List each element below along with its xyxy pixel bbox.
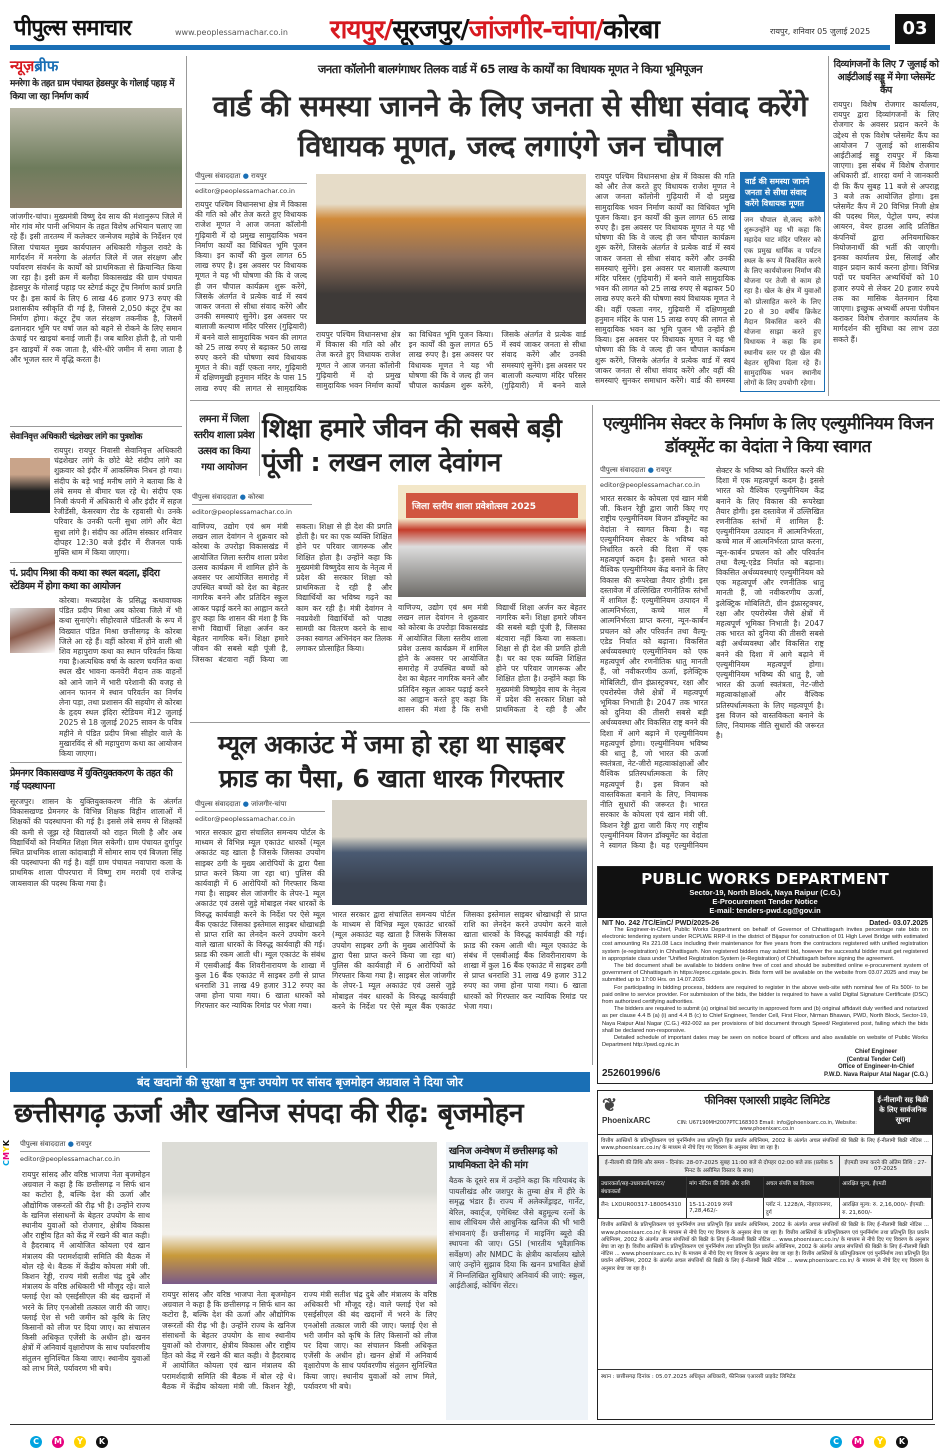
byline: पीपुल्स संवाददाता ● रायपुर xyxy=(600,466,705,478)
coal-sidebar xyxy=(446,1142,588,1420)
byline: पीपुल्स संवाददाता ● कोरबा xyxy=(192,493,312,505)
email: editor@peoplessamachar.co.in xyxy=(20,1155,120,1163)
brief-body: रायपुर। रायपुर निवासी सेवानिवृत्त अधिकारी चंद्रशेखर लांगे के छोटे बेटे संदीप लांगे का शुक्रवार को इंदौर में आकस्मिक निधन हो गया। संदीप के बड़े भाई मनीष लांगे ने बताया कि वे लंबे समय से बीमार चल रहे थे। संदीप एक निजी कंपनी में अधिकारी थे और इंदौर में सहज रेजीडेंसी, केसरबाग रोड के रहवासी थे। उनके परिवार के उनकी पत्नी सुधा लांगे और बेटा सुधा लांगे है। संदीप का अंतिम संस्कार शनिवार दोपहर 12:30 बजे इंदौर में रीजनल पार्क मुक्ति धाम में किया जाएगा। xyxy=(54,446,182,558)
byline: पीपुल्स संवाददाता ● रायपुर xyxy=(20,1140,150,1152)
brief-headline: मनरेगा के तहत ग्राम पंचायत हेडसपुर के गोलाई पहाड़ में किया जा रहा निर्माण कार्य xyxy=(10,79,174,102)
byline: पीपुल्स संवाददाता ● रायपुर xyxy=(195,172,307,184)
sidebar-title: खनिज अन्वेषण में छत्तीसगढ़ को प्राथमिकता देने की मांग xyxy=(449,1146,558,1171)
notice-type: ई-नीलामी सह बिक्री के लिए सार्वजनिक सूचना xyxy=(874,1091,932,1134)
coal-headline: छत्तीसगढ़ ऊर्जा और खनिज संपदा की रीढ़: बृजमोहन xyxy=(14,1098,524,1129)
shiksha-photo xyxy=(398,485,586,597)
newspaper-logo: पीपुल्स समाचार xyxy=(14,16,131,41)
edition-title: रायपुर/सूरजपुर/जांजगीर-चांपा/कोरबा xyxy=(330,15,660,45)
ad-paragraph: The bid document shall be available to bidders online free of cost and should be submitted online e-procurement system of government of Chhattisgarh in https://eproc.cgstate.gov.in. Bids form will be available on the website from 03.07.2025 and may be submitted up to 17:00 Hrs. on 14.07.2025 xyxy=(602,963,928,984)
cmyk-registration-marks: C M Y K xyxy=(30,1429,118,1448)
site-photo xyxy=(10,108,182,208)
issue-date: रायपुर, शनिवार 05 जुलाई 2025 xyxy=(770,27,871,36)
news-brief-column xyxy=(10,56,182,1066)
right-headline: दिव्यांगजनों के लिए 7 जुलाई को आईटीआई सड्डू में मेगा प्लेसमेंट कैंप xyxy=(833,59,939,96)
sidebar-body: बैठक के दूसरे सत्र में उन्होंने कहा कि गरियाबंद के पायलीखंड और जशपुर के तुम्बा क्षेत्र में हीरे के समृद्ध भंडार हैं। राज्य में अलेक्जेंड्राइट, गार्नेट, बेरिल, क्वार्ट्ज, एमेथिस्ट जैसे बहुमूल्य रत्नों के साथ लीथियम जैसे आधुनिक खनिज की भी भारी संभावनाएं हैं। छत्तीसगढ़ में माइनिंग ब्यूरो की स्थापना की जाए। GSI (भारतीय भूवैज्ञानिक सर्वेक्षण) और NMDC के क्षेत्रीय कार्यालय खोले जाएं उन्होंने सुझाव दिया कि खनन प्रभावित क्षेत्रों में निम्नलिखित सुविधाएं अनिवार्य की जाएं: स्कूल, आईटीआई, कोचिंग सेंटर। xyxy=(449,1176,585,1290)
brief-headline: प्रेमनगर विकासखण्ड में युक्तियुक्तकरण के तहत की गई पदस्थापना xyxy=(10,768,173,792)
brief-headline: पं. प्रदीप मिश्रा की कथा का स्थल बदला, इंदिरा स्टेडियम में होगा कथा का आयोजन xyxy=(10,568,160,592)
ad-code: 252601996/6 xyxy=(602,1068,661,1080)
email: editor@peoplessamachar.co.in xyxy=(195,815,295,823)
aluminium-body: भारत सरकार के कोयला एवं खान मंत्री जी. किशन रेड्डी द्वारा जारी किए गए राष्ट्रीय एल्युमीनियम विजन डॉक्यूमेंट का वेदांता ने स्वागत किया है। यह एल्युमीनियम सेक्टर के भविष्य को निर्धारित करने की दिशा में एक महत्वपूर्ण कदम है। इससे भारत को वैश्विक एल्युमीनियम केंद्र बनाने के लिए विकास की रूपरेखा तैयार होगी। इस दस्तावेज में उल्लिखित रणनीतिक स्तंभों में शामिल हैं: एल्युमीनियम उत्पादन में आत्मनिर्भरता, कच्चे माल में आत्मनिर्भरता प्राप्त करना, न्यून-कार्बन प्रचलन को और परिवर्तन तथा वैल्यू-एडेड निर्यात को बढ़ाना। विकसित अर्थव्यवस्थाएं एल्युमीनियम को एक महत्वपूर्ण और रणनीतिक धातु मानती हैं, जो नवीकरणीय ऊर्जा, इलेक्ट्रिक मोबिलिटी, ग्रीन इंफ्रास्ट्रक्चर, रक्षा और एयरोस्पेस जैसे क्षेत्रों में महत्वपूर्ण भूमिका निभाती है। 2047 तक भारत को दुनिया की तीसरी सबसे बड़ी अर्थव्यवस्था और विकसित राष्ट्र बनने की दिशा में आगे बढ़ाने में एल्युमीनियम महत्वपूर्ण होगा। एल्युमीनियम भविष्य की धातु है, जो भारत की ऊर्जा स्वतंत्रता, नेट-जीरो महत्वाकांक्षाओं और वैश्विक प्रतिस्पर्धात्मकता के लिए महत्वपूर्ण है। इस विजन को वास्तविकता बनाने के लिए, नियामक नीति सुधारों की जरूरत है। भारत सरकार के कोयला एवं खान मंत्री जी. किशन रेड्डी द्वारा जारी किए गए राष्ट्रीय एल्युमीनियम विजन डॉक्यूमेंट का वेदांता ने स्वागत किया है। यह एल्युमीनियम सेक्टर के भविष्य को निर्धारित करने की दिशा में एक महत्वपूर्ण कदम है। इससे भारत को वैश्विक एल्युमीनियम केंद्र बनाने के लिए विकास की रूपरेखा तैयार होगी। इस दस्तावेज में उल्लिखित रणनीतिक स्तंभों में शामिल हैं: एल्युमीनियम उत्पादन में आत्मनिर्भरता, कच्चे माल में आत्मनिर्भरता प्राप्त करना, न्यून-कार्बन प्रचलन को और परिवर्तन तथा वैल्यू-एडेड निर्यात को बढ़ाना। विकसित अर्थव्यवस्थाएं एल्युमीनियम को एक महत्वपूर्ण और रणनीतिक धातु मानती हैं, जो नवीकरणीय ऊर्जा, इलेक्ट्रिक मोबिलिटी, ग्रीन इंफ्रास्ट्रक्चर, रक्षा और एयरोस्पेस जैसे क्षेत्रों में महत्वपूर्ण भूमिका निभाती है। 2047 तक भारत को दुनिया की तीसरी सबसे बड़ी अर्थव्यवस्था और विकसित राष्ट्र बनने की दिशा में आगे बढ़ाने में एल्युमीनियम महत्वपूर्ण होगा। एल्युमीनियम भविष्य की धातु है, जो भारत की ऊर्जा स्वतंत्रता, नेट-जीरो महत्वाकांक्षाओं और वैश्विक प्रतिस्पर्धात्मकता के लिए महत्वपूर्ण है। इस विजन को वास्तविकता बनाने के लिए, नियामक नीति सुधारों की जरूरत है। xyxy=(600,466,824,850)
website-url[interactable]: www.peoplessamachar.co.in xyxy=(175,28,288,37)
cmyk-side-mark: CMYK xyxy=(2,1140,11,1166)
shiksha-body-2: वाणिज्य, उद्योग एवं श्रम मंत्री लखन लाल देवांगन ने शुक्रवार को कोरबा के उपरोड़ा विकासखंड में आयोजित जिला स्तरीय शाला प्रवेश उत्सव कार्यक्रम में शामिल होने के अवसर पर आयोजित समारोह में उपस्थित बच्चों को देश का बेहतर नागरिक बनने और प्रतिदिन स्कूल आकर पढ़ाई करने का आह्वान करते हुए कहा कि शासन की मंशा है कि सभी विद्यार्थी शिक्षा अर्जन कर बेहतर नागरिक बनें। शिक्षा हमारे जीवन की सबसे बड़ी पूंजी है, जिसका बंटवारा नहीं किया जा सकता। शिक्षा से ही देश की प्रगति होती है। घर का एक व्यक्ति शिक्षित होने पर परिवार जागरूक और शिक्षित होता है। उन्होंने कहा कि मुख्यमंत्री विष्णुदेव साय के नेतृत्व में प्रदेश की सरकार शिक्षा को प्राथमिकता दे रही है और xyxy=(398,603,586,715)
coal-body: रायपुर सांसद और वरिष्ठ भाजपा नेता बृजमोहन अग्रवाल ने कहा है कि छत्तीसगढ़ न सिर्फ धान का कटोरा है, बल्कि देश की ऊर्जा और औद्योगिक जरूरतों की रीढ़ भी है। उन्होंने राज्य के खनिज संसाधनों के बेहतर उपयोग के साथ स्थानीय युवाओं को रोजगार, क्षेत्रीय विकास और राष्ट्रीय हित को केंद्र में रखने की बात कही। वे हैदराबाद में आयोजित कोयला एवं खान मंत्रालय की परामर्शदात्री समिति की बैठक में बोल रहे थे। बैठक में केंद्रीय कोयला मंत्री जी. किशन रेड्डी, राज्य मंत्री सतीश चंद्र दुबे और मंत्रालय के वरिष्ठ अधिकारी भी मौजूद रहे। वाले फ्लाई ऐश को एसईसीएल की बंद खदानों में भरने के लिए एनओसी तत्काल जारी की जाए। फ्लाई ऐश से भरी जमीन को कृषि के लिए किसानों को लीज पर दिया जाए। का संचालन किसी अधिकृत एजेंसी के अधीन हो। खनन क्षेत्रों में अनिवार्य वृक्षारोपण के साथ पर्यावरणीय संतुलन सुनिश्चित किया जाए। स्थानीय युवाओं को लाभ मिले, पर्यावरण भी बचे। xyxy=(22,1170,150,1373)
masthead-rule xyxy=(10,45,890,50)
nit-date: Dated- 03.07.2025 xyxy=(869,920,928,927)
mule-body: भारत सरकार द्वारा संचालित समन्वय पोर्टल के माध्यम से विभिन्न म्यूल एकाउंट धारकों (म्यूल अकाउंट यह खाता है जिसके जिसका उपयोग साइबर ठगी के मुख्य आरोपियों के द्वारा पैसा प्राप्त करने किया जा रहा था) पुलिस की कार्यवाही में 6 आरोपियों को गिरफ्तार किया गया है। साइबर सेल जांजगीर के लेपर-1 म्यूल अकाउंट एवं उससे जुड़े मोबाइल नंबर धारकों के विरुद्ध कार्यवाही करने के निर्देश पर ऐसे म्यूल बैंक एकाउंट जिसका इस्तेमाल साइबर धोखाधड़ी से प्राप्त राशि का लेनदेन करने उपयोग करने वाले खाता धारकों के विरुद्ध कार्यवाही की गई। फ्राड की रकम आती थी। म्यूल एकाउंट के संबंध में एसबीआई बैंक शिवरीनारायण के शाखा में कुल 16 बैंक एकाउंट में साइबर ठगी से प्राप्त धनराशि 31 लाख 49 हजार 312 रुपए का जमा होना पाया गया। 6 खाता धारकों को गिरफ्तार कर न्यायिक रिमांड पर भेजा गया। xyxy=(195,828,325,1011)
nit-number: NIT No. 242 /TC/EinC/ PWD/2025-26 xyxy=(602,920,720,927)
phoenix-auction-notice xyxy=(597,1090,933,1420)
cmyk-registration-marks-right: C M Y K xyxy=(830,1429,918,1448)
ad-signature: Chief Engineer (Central Tender Cell) Office of Engineer-In-Chief P.W.D. Nava Raipur Atal Nagar (C.G.) xyxy=(823,1049,928,1078)
coal-banner: बंद खदानों की सुरक्षा व पुनः उपयोग पर सांसद बृजमोहन अग्रवाल ने दिया जोर xyxy=(10,1072,590,1092)
mule-photo xyxy=(332,800,587,905)
right-body: रायपुर। विशेष रोजगार कार्यालय, रायपुर द्वारा दिव्यांगजनों के लिए रोजगार के अवसर प्रदान करने के उद्देश्य से एक विशेष प्लेसमेंट कैंप का आयोजन 7 जुलाई को शासकीय आईटीआई सड्डू रायपुर में किया जाएगा। इस संबंध में विशेष रोजगार अधिकारी डॉ. शारदा वर्मा ने जानकारी दी कि कैंप सुबह 11 बजे से अपराह्न 3 बजे तक आयोजित होगा। इस प्लेसमेंट कैंप में 20 विभिन्न निजी क्षेत्र की पदस्थ मिल, पेट्रोल पम्प, स्पंज आयरन, वेयर हाउस आदि प्रतिष्ठित कंपनियों द्वारा अनियमाधिकर नियोजनार्थी की भर्ती की जाएगी। इनका कार्यालय प्रेस, सिलाई और वाहन प्रदान कार्य करना होगा। विभिन्न पदों पर चयनित अभ्यर्थियों को 10 हजार रुपये से लेकर 20 हजार रुपये तक का मासिक वेतनमान दिया जाएगा। इच्छुक अभ्यर्थी अपना पंजीयन कराकर विशेष रोजगार कार्यालय के मार्गदर्शन की सुविधा का लाभ उठा सकते हैं। xyxy=(833,100,939,344)
lead-body-col3: रायपुर पश्चिम विधानसभा क्षेत्र में विकास की गति को और तेज करते हुए विधायक राजेश मूणत ने आज जनता कॉलोनी गुढ़ियारी में दो प्रमुख सामुदायिक भवन निर्माण कार्यों का विधिवत भूमि पूजन किया। इन कार्यों की कुल लागत 65 लाख रुपए है। इस अवसर पर विधायक मूणत ने यह भी घोषणा की कि वे जल्द ही जन चौपाल कार्यक्रम शुरू करेंगे, जिसके अंतर्गत वे प्रत्येक वार्ड में स्वयं जाकर जनता से सीधा संवाद करेंगे और उनकी समस्याएं सुनेंगे। इस अवसर पर बालाजी कल्याण मंदिर परिसर (गुढ़ियारी) में बनने वाले सामुदायिक भवन की लागत को 25 लाख रुपए से बढ़ाकर 50 लाख रुपए करने की घोषणा स्वयं विधायक मूणत ने की। वहीं एकता नगर, गुढ़ियारी में दक्षिणमुखी हनुमान मंदिर के पास 15 लाख रुपए की लागत से सामुदायिक भवन का भूमि पूजन भी उन्होंने ही किया। इस अवसर पर विधायक मूणत ने यह भी घोषणा की कि वे जल्द ही जन चौपाल कार्यक्रम शुरू करेंगे, जिसके अंतर्गत वे प्रत्येक वार्ड में स्वयं जाकर जनता से सीधा संवाद करेंगे और वहीं की समस्याएं सुनकर समाधान करेंगे। वार्ड की समस्या xyxy=(595,172,735,386)
phoenix-logo: ❦ PhoenixARC xyxy=(602,1095,651,1125)
page-number: 03 xyxy=(895,14,935,44)
sidebar-body: जन चौपाल से,जल्द करेंगे शुरूउन्होंने यह भी कहा कि महादेव घाट मंदिर परिसर को एक प्रमुख धार्मिक व पर्यटन स्थल के रूप में विकसित करने के लिए कार्ययोजना निर्माण की योजना पर तेजी से काम हो रहा है। खेल के क्षेत्र में युवाओं को प्रोत्साहित करने के लिए 20 से 30 वर्षीय क्रिकेट मैदान विकसित करने की योजना साझा करते हुए विधायक ने कहा कि हम स्थानीय स्तर पर ही खेल की बेहतर सुविधा दिला रहे हैं। सामुदायिक भवन स्थानीय लोगों के लिए उपयोगी रहेगा। xyxy=(744,216,821,388)
company-name: फीनिक्स एआरसी प्राइवेट लिमिटेड xyxy=(704,1094,830,1107)
ad-address: Sector-19, North Block, Naya Raipur (C.G.) xyxy=(689,888,841,897)
lead-body-col1: रायपुर पश्चिम विधानसभा क्षेत्र में विकास की गति को और तेज करते हुए विधायक राजेश मूणत ने आज जनता कॉलोनी गुढ़ियारी में दो प्रमुख सामुदायिक भवन निर्माण कार्यों का विधिवत भूमि पूजन किया। इन कार्यों की कुल लागत 65 लाख रुपए है। इस अवसर पर विधायक मूणत ने यह भी घोषणा की कि वे जल्द ही जन चौपाल कार्यक्रम शुरू करेंगे, जिसके अंतर्गत वे प्रत्येक वार्ड में स्वयं जाकर जनता से सीधा संवाद करेंगे और उनकी समस्याएं सुनेंगे। इस अवसर पर बालाजी कल्याण मंदिर परिसर (गुढ़ियारी) में बनने वाले सामुदायिक भवन की लागत को 25 लाख रुपए से बढ़ाकर 50 लाख रुपए करने की घोषणा स्वयं विधायक मूणत ने की। वहीं एकता नगर, गुढ़ियारी में दक्षिणमुखी हनुमान मंदिर के पास 15 लाख रुपए की लागत से सामुदायिक xyxy=(195,200,307,392)
mule-body-2: भारत सरकार द्वारा संचालित समन्वय पोर्टल के माध्यम से विभिन्न म्यूल एकाउंट धारकों (म्यूल अकाउंट यह खाता है जिसके जिसका उपयोग साइबर ठगी के मुख्य आरोपियों के द्वारा पैसा प्राप्त करने किया जा रहा था) पुलिस की कार्यवाही में 6 आरोपियों को गिरफ्तार किया गया है। साइबर सेल जांजगीर के लेपर-1 म्यूल अकाउंट एवं उससे जुड़े मोबाइल नंबर धारकों के विरुद्ध कार्यवाही करने के निर्देश पर ऐसे म्यूल बैंक एकाउंट जिसका इस्तेमाल साइबर धोखाधड़ी से प्राप्त राशि का लेनदेन करने उपयोग करने वाले खाता धारकों के विरुद्ध कार्यवाही की गई। फ्राड की रकम आती थी। म्यूल एकाउंट के संबंध में एसबीआई बैंक शिवरीनारायण के शाखा में कुल 16 बैंक एकाउंट में साइबर ठगी से प्राप्त धनराशि 31 लाख 49 हजार 312 रुपए का जमा होना पाया गया। 6 खाता धारकों को गिरफ्तार कर न्यायिक रिमांड पर भेजा गया। xyxy=(332,910,587,1011)
event-banner: जिला स्तरीय शाला प्रवेशोत्सव 2025 xyxy=(406,493,578,518)
lead-kicker: जनता कॉलोनी बालगंगाधर तिलक वार्ड में 65 लाख के कार्यों का विधायक मूणत ने किया भूमिपूजन xyxy=(317,62,703,76)
email: editor@peoplessamachar.co.in xyxy=(600,481,700,489)
notice-intro: वित्तीय आस्तियों के प्रतिभूतिकरण एवं पुनर्निर्माण तथा प्रतिभूति हित प्रवर्तन अधिनियम, 2002 के अंतर्गत अचल संपत्तियों की बिक्री के लिए ई-नीलामी बिक्री नोटिस ... www.phoenixarc.co.in/ के माध्यम से नीचे दिए गए विवरण के अनुसार बेचा जा रहा है। xyxy=(601,1138,929,1152)
lead-headline: वार्ड की समस्या जानने के लिए जनता से सीधा संवाद करेंगे विधायक मूणत, जल्द लगाएंगे जन चौपाल xyxy=(212,89,808,163)
brief-label: न्यूज़ब्रीफ xyxy=(10,57,59,75)
pwd-tender-notice xyxy=(597,866,933,1084)
meeting-photo xyxy=(162,1142,437,1284)
company-cin: CIN: U67190MH2007PTC168303 Email: info@phoenixarc.co.in, Website: www.phoenixarc.co.in xyxy=(677,1120,857,1132)
speaker-photo xyxy=(10,608,55,653)
shiksha-headline: शिक्षा हमारे जीवन की सबसे बड़ी पूंजी : लखन लाल देवांगन xyxy=(262,414,562,478)
ad-paragraph: For participating in bidding process, bidders are required to register in the above web-site with nominal fee of Rs 500/- to be paid online to service provider. For submission of the bids, the bidder is required to have a valid Digital Signature Certificate (DSC) from authorized certifying authorities. xyxy=(602,984,928,1006)
ad-title: PUBLIC WORKS DEPARTMENT xyxy=(641,870,889,888)
lead-sidebar xyxy=(740,172,825,392)
brief-body: जांजगीर-चांपा। मुख्यमंत्री विष्णु देव साय की मंशानुरूप जिले में मोर गांव मोर पानी अभियान के तहत विशेष अभियान चलाए जा रहे हैं। इसी तारतम्य में कलेक्टर जन्मेजय महोबे के निर्देशन एवं जिला पंचायत मुख्य कार्यपालन अधिकारी गोकुल रावटे के मार्गदर्शन में मनरेगा के अंतर्गत जिले में जल संरक्षण और पर्यावरण संवर्धन के कार्यों को प्राथमिकता से क्रियान्वित किया जा रहा है। इसी क्रम में बलौदा विकासखंड की ग्राम पंचायत हेडसपुर के गोलाई पहाड़ पर स्टेगर्ड कंटूर ट्रेंच निर्माण कार्य प्रगति पर है। इस कार्य के लिए 6 लाख 46 हजार 973 रुपए की प्रशासकीय स्वीकृति दी गई है, जिससे 2,050 कंटूर ट्रेंच का निर्माण होगा। कंटूर ट्रेंच जल संरक्षण तकनीक है, जिसमें ढलानदार भूमि पर वर्षा जल को बहने से रोकने के लिए समान ऊंचाई पर खाइयां बनाई जाती हैं। जब बारिश होती है, तो पानी इन खाइयों में रुक जाता है, धीरे-धीरे जमीन में समा जाता है और भूजल स्तर में वृद्धि करता है। xyxy=(10,212,182,364)
ad-paragraph: The bidders are required to submit (a) original bid security in approved form and (b) original affidavit duly verified and notarized as per clause 4.4 B (a) (i) and 4.4 B (c) to Chief Engineer, Tender Cell, First Floor, Nirman Bhawan, PWD, North Block, Sector-19, Naya Raipur Atal Nagar (C.G.) 492-002 as per provisions of bid document through Speed/ Registered post, failing which the bids shall be declared non-responsive. xyxy=(602,1006,928,1034)
sidebar-title: वार्ड की समस्या जानने जनता से सीधा संवाद करेंगे विधायक मूणत xyxy=(741,173,824,212)
notice-footer: स्थान : छत्तीसगढ़ दिनांक : 05.07.2025 अधिकृत अधिकारी, फीनिक्स एआरसी प्राइवेट लिमिटेड xyxy=(598,1369,932,1382)
ad-paragraph: Detailed schedule of important dates may be seen on notice board of offices and also available on website of Public Works Department http://pwd.cg.nic.in xyxy=(602,1035,928,1049)
lead-body-col2: रायपुर पश्चिम विधानसभा क्षेत्र में विकास की गति को और तेज करते हुए विधायक राजेश मूणत ने आज जनता कॉलोनी गुढ़ियारी में दो प्रमुख सामुदायिक भवन निर्माण कार्यों का विधिवत भूमि पूजन किया। इन कार्यों की कुल लागत 65 लाख रुपए है। इस अवसर पर विधायक मूणत ने यह भी घोषणा की कि वे जल्द ही जन चौपाल कार्यक्रम शुरू करेंगे, जिसके अंतर्गत वे प्रत्येक वार्ड में स्वयं जाकर जनता से सीधा संवाद करेंगे और उनकी समस्याएं सुनेंगे। इस अवसर पर बालाजी कल्याण मंदिर परिसर (गुढ़ियारी) में बनने वाले xyxy=(316,330,586,391)
brief-body: सूरजपुर। शासन के युक्तियुक्तकरण नीति के अंतर्गत विकासखण्ड प्रेमनगर के विभिन्न शिक्षक विहीन शालाओं में शिक्षकों की पदस्थापना की गई है। इससे लंबे समय से शिक्षकों की कमी से जूझ रहे विद्यालयों को राहत मिली है और अब विद्यार्थियों को नियमित शिक्षा मिल सकेगी। ग्राम पंचायत दुर्गापुर स्थित प्राथमिक शाला कांदाबाड़ी में सोमार साय एवं बिजला सिंह की पदस्थापना की गई है। वहीं ग्राम पंचायत नवापारा कला के प्राथमिक शाला पीपरपारा में विष्णु राम मरावी एवं राजेन्द्र जायसवाल की पदस्थ किया गया है। xyxy=(10,797,182,888)
coal-body-2: रायपुर सांसद और वरिष्ठ भाजपा नेता बृजमोहन अग्रवाल ने कहा है कि छत्तीसगढ़ न सिर्फ धान का कटोरा है, बल्कि देश की ऊर्जा और औद्योगिक जरूरतों की रीढ़ भी है। उन्होंने राज्य के खनिज संसाधनों के बेहतर उपयोग के साथ स्थानीय युवाओं को रोजगार, क्षेत्रीय विकास और राष्ट्रीय हित को केंद्र में रखने की बात कही। वे हैदराबाद में आयोजित कोयला एवं खान मंत्रालय की परामर्शदात्री समिति की बैठक में बोल रहे थे। बैठक में केंद्रीय कोयला मंत्री जी. किशन रेड्डी, राज्य मंत्री सतीश चंद्र दुबे और मंत्रालय के वरिष्ठ अधिकारी भी मौजूद रहे। वाले फ्लाई ऐश को एसईसीएल की बंद खदानों में भरने के लिए एनओसी तत्काल जारी की जाए। फ्लाई ऐश से भरी जमीन को कृषि के लिए किसानों को लीज पर दिया जाए। का संचालन किसी अधिकृत एजेंसी के अधीन हो। खनन क्षेत्रों में अनिवार्य वृक्षारोपण के साथ पर्यावरणीय संतुलन सुनिश्चित किया जाए। स्थानीय युवाओं को लाभ मिले, पर्यावरण भी बचे। xyxy=(162,1290,437,1391)
shiksha-side-title: लमना में जिला स्तरीय शाला प्रवेश उत्सव का किया गया आयोजन xyxy=(192,412,260,476)
notice-terms: वित्तीय आस्तियों के प्रतिभूतिकरण एवं पुनर्निर्माण तथा प्रतिभूति हित प्रवर्तन अधिनियम, 2002 के अंतर्गत अचल संपत्तियों की बिक्री के लिए ई-नीलामी बिक्री नोटिस ... www.phoenixarc.co.in/ के माध्यम से नीचे दिए गए विवरण के अनुसार बेचा जा रहा है। वित्तीय आस्तियों के प्रतिभूतिकरण एवं पुनर्निर्माण तथा प्रतिभूति हित प्रवर्तन अधिनियम, 2002 के अंतर्गत अचल संपत्तियों की बिक्री के लिए ई-नीलामी बिक्री नोटिस ... www.phoenixarc.co.in/ के माध्यम से नीचे दिए गए विवरण के अनुसार बेचा जा रहा है। वित्तीय आस्तियों के प्रतिभूतिकरण एवं पुनर्निर्माण तथा प्रतिभूति हित प्रवर्तन अधिनियम, 2002 के अंतर्गत अचल संपत्तियों की बिक्री के लिए ई-नीलामी बिक्री नोटिस ... www.phoenixarc.co.in/ के माध्यम से नीचे दिए गए विवरण के अनुसार बेचा जा रहा है। वित्तीय आस्तियों के प्रतिभूतिकरण एवं पुनर्निर्माण तथा प्रतिभूति हित प्रवर्तन अधिनियम, 2002 के अंतर्गत अचल संपत्तियों की बिक्री के लिए ई-नीलामी बिक्री नोटिस ... www.phoenixarc.co.in/ के माध्यम से नीचे दिए गए विवरण के अनुसार बेचा जा रहा है। xyxy=(601,1222,929,1272)
brief-headline: सेवानिवृत्त अधिकारी चंद्रशेखर लांगे का पुत्रशोक xyxy=(10,432,142,442)
lead-photo xyxy=(316,174,586,324)
email: editor@peoplessamachar.co.in xyxy=(195,187,295,195)
brief-body: कोरबा। मध्यप्रदेश के प्रसिद्ध कथावाचक पंडित प्रदीप मिश्रा अब कोरबा जिले में भी कथा सुनाएंगे। सीहोरवाले पंडितजी के रूप में विख्यात पंडित मिश्रा छत्तीसगढ़ के कोरबा जिले आ रहे हैं। वहीं कोरबा में होने वाली श्री शिव महापुराण कथा का स्थान परिवर्तन किया गया है।अत्यधिक वर्षा के कारण चयनित कथा स्थल खैर भावना कनवेरी मैदान तक वाहनों को आने जाने में भारी परेशानी की वजह से आनन फानन मे स्थान परिवर्तन का निर्णय लेना पड़ा, तथा प्रशासन की सहयोग से कोरबा के हृदय स्थल इंदिरा स्टेडियम में12 जुलाई 2025 से 18 जुलाई 2025 सावन के पवित्र महीने मे पंडित प्रदीप मिश्रा सीहोर वाले के मुखारविंद से श्री महापुराण कथा का आयोजन किया जाएगा। xyxy=(59,596,182,758)
email: editor@peoplessamachar.co.in xyxy=(192,508,292,516)
ad-subtitle: E-Procurement Tender Notice xyxy=(712,897,818,906)
ad-paragraph: The Engineer-in-Chief, Public Works Department on behalf of Governor of Chhattisgarh invites percentage rate bids on electronic tendering system under RCPLWE RRP-II in the district of Bijapur for construction of 01 High Level Bridge with estimated cost amounting Rs 221.08 Lacs including their maintenance for five years from the contractors registered with unified registration system (e-registration) in Chhattisgarh. Non registered bidders may submit bid, however the successful bidder must get registered in appropriate class under "Unified Registration System (e-Registration) of Chhattisgarh before signing the agreement. xyxy=(602,927,928,962)
shiksha-body: वाणिज्य, उद्योग एवं श्रम मंत्री लखन लाल देवांगन ने शुक्रवार को कोरबा के उपरोड़ा विकासखंड में आयोजित जिला स्तरीय शाला प्रवेश उत्सव कार्यक्रम में शामिल होने के अवसर पर आयोजित समारोह में उपस्थित बच्चों को देश का बेहतर नागरिक बनने और प्रतिदिन स्कूल आकर पढ़ाई करने का आह्वान करते हुए कहा कि शासन की मंशा है कि सभी विद्यार्थी शिक्षा अर्जन कर बेहतर नागरिक बनें। शिक्षा हमारे जीवन की सबसे बड़ी पूंजी है, जिसका बंटवारा नहीं किया जा सकता। शिक्षा से ही देश की प्रगति होती है। घर का एक व्यक्ति शिक्षित होने पर परिवार जागरूक और शिक्षित होता है। उन्होंने कहा कि मुख्यमंत्री विष्णुदेव साय के नेतृत्व में प्रदेश की सरकार शिक्षा को प्राथमिकता दे रही है और विद्यार्थियों का भविष्य गढ़ने का काम कर रही है। मंत्री देवांगन ने नवप्रवेशी विद्यार्थियों को पाठ्य सामग्री का वितरण करने के साथ उनका स्वागत अभिनंदन कर तिलक लगाकर प्रोत्साहित किया। xyxy=(192,522,392,664)
byline: पीपुल्स संवाददाता ● जांजगीर-चांपा xyxy=(195,800,325,812)
ad-email: E-mail: tenders-pwd.cg@gov.in xyxy=(709,906,821,915)
aluminium-headline: एल्युमीनिम सेक्टर के निर्माण के लिए एल्युमीनियम विजन डॉक्यूमेंट का वेदांता ने किया स्वागत xyxy=(603,414,933,457)
mule-headline: म्यूल अकाउंट में जमा हो रहा था साइबर फ्राड का पैसा, 6 खाता धारक गिरफ्तार xyxy=(217,730,565,793)
auction-table: ई-नीलामी की तिथि और समय - दिनांक: 28-07-2025 सुबह 11:00 बजे से दोपहर 02:00 बजे तक (प्रत्येक 5 मिनट के असीमित विस्तार के साथ) ईएमडी जमा करने की अंतिम तिथि : 27-07-2025 उधारकर्ता/सह-उधारकर्ता/गारंटर/बंधककर्ता मांग नोटिस की तिथि और राशि अचल संपत्ति का विवरण आरक्षित मूल्य, ईएमडी लैन: LXDUR00317-180054310 15-11-2019 रुपये 7,28,462/- प्लॉट नं. 1228/A, नोहराजनगर, दुर्ग आरक्षित मूल्य: रु. 2,16,000/- ईएमडी: रु. 21,600/- xyxy=(598,1155,932,1219)
portrait-photo xyxy=(10,458,50,513)
